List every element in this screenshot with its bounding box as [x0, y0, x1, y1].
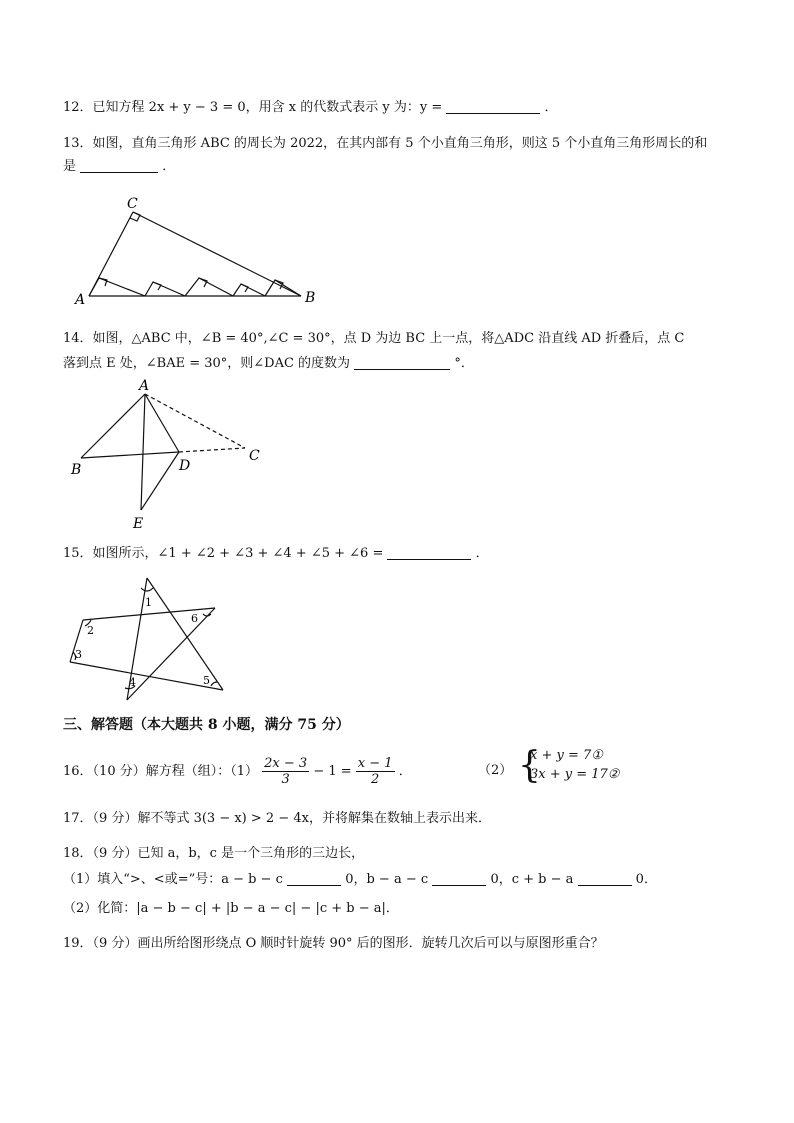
question-19: 19．（9 分）画出所给图形绕点 O 顺时针旋转 90° 后的图形．旋转几次后可以与原图形重合？ [63, 936, 604, 951]
figure-14-fold [63, 378, 273, 534]
question-18-line1: 18．（9 分）已知 a，b，c 是一个三角形的三边长， [63, 846, 365, 861]
q16-fraction-2 [356, 756, 395, 787]
question-13-line1: 13．如图，直角三角形 ABC 的周长为 2022，在其内部有 5 个小直角三角形，则这 5 个小直角三角形周长的和 [63, 136, 708, 151]
figure-15-star [63, 570, 233, 705]
q14-line2b: °． [454, 356, 474, 371]
q18-line2d: 0． [635, 872, 657, 887]
q13-end: ． [162, 159, 176, 174]
q13-line2: 是 [63, 159, 77, 174]
fig13-label-c: C [127, 196, 138, 212]
fig15-angle-3: 3 [75, 648, 82, 661]
q16-frac2-den: 2 [371, 772, 380, 787]
q14-answer-blank[interactable] [354, 355, 450, 370]
q18-blank-2[interactable] [432, 871, 486, 886]
fig15-angle-2: 2 [87, 624, 94, 637]
question-18-line2 [63, 871, 657, 889]
q16-frac1-num: 2x − 3 [264, 756, 308, 771]
q16-eq1: x + y = 7① [530, 748, 603, 763]
q14-line2a: 落到点 E 处，∠BAE = 30°，则∠DAC 的度数为 [63, 356, 351, 371]
q12-text: 12．已知方程 2x + y − 3 = 0，用含 x 的代数式表示 y 为：y = [63, 100, 443, 115]
fig15-angle-1: 1 [145, 596, 152, 609]
q16-part2-label: （2） [478, 763, 513, 778]
fig14-label-e: E [133, 516, 144, 532]
fig14-label-c: C [249, 448, 260, 464]
q12-answer-blank[interactable] [446, 99, 540, 114]
question-12 [63, 99, 558, 117]
q18-line2b: 0，b − a − c [345, 872, 429, 887]
fig14-label-b: B [71, 462, 82, 478]
q13-answer-blank[interactable] [80, 158, 158, 173]
q18-line2a: （1）填入“>、<或=”号：a − b − c [63, 872, 283, 887]
q16-frac1-den: 3 [281, 772, 290, 787]
fig15-angle-4: 4 [129, 676, 136, 689]
fig13-label-b: B [305, 290, 316, 306]
question-16 [63, 756, 412, 787]
fig15-angle-6: 6 [191, 612, 198, 625]
q18-line2c: 0，c + b − a [490, 872, 574, 887]
question-17: 17．（9 分）解不等式 3(3 − x) > 2 − 4x，并将解集在数轴上表示出来． [63, 811, 491, 826]
q16-frac2-num: x − 1 [357, 756, 393, 771]
question-14-line2 [63, 355, 474, 373]
fig14-label-a: A [139, 378, 150, 394]
fig15-angle-5: 5 [203, 674, 210, 687]
question-15 [63, 545, 489, 563]
q18-blank-3[interactable] [578, 871, 632, 886]
q16-end: ． [398, 764, 412, 779]
fig14-label-d: D [179, 458, 191, 474]
question-14-line1: 14．如图，△ABC 中，∠B = 40°,∠C = 30°，点 D 为边 BC 上一点，将△ADC 沿直线 AD 折叠后，点 C [63, 331, 685, 346]
q16-brace: { [518, 745, 541, 786]
q16-eq2: 3x + y = 17② [530, 767, 620, 782]
question-13-line2 [63, 158, 175, 176]
q16-mid: − 1 = [313, 764, 352, 779]
q15-text: 15．如图所示，∠1 + ∠2 + ∠3 + ∠4 + ∠5 + ∠6 = [63, 546, 384, 561]
q16-fraction-1 [262, 756, 309, 787]
question-18-line3: （2）化简：|a − b − c| + |b − a − c| − |c + b − a|． [63, 901, 399, 916]
q16-label: 16．（10 分）解方程（组）：（1） [63, 764, 258, 779]
q18-blank-1[interactable] [287, 871, 341, 886]
section-3-heading: 三、解答题（本大题共 8 小题，满分 75 分） [63, 717, 350, 733]
figure-13-triangles [63, 190, 323, 308]
fig13-label-a: A [75, 292, 86, 308]
q12-end: ． [544, 100, 558, 115]
q15-answer-blank[interactable] [387, 545, 471, 560]
q15-end: ． [475, 546, 489, 561]
